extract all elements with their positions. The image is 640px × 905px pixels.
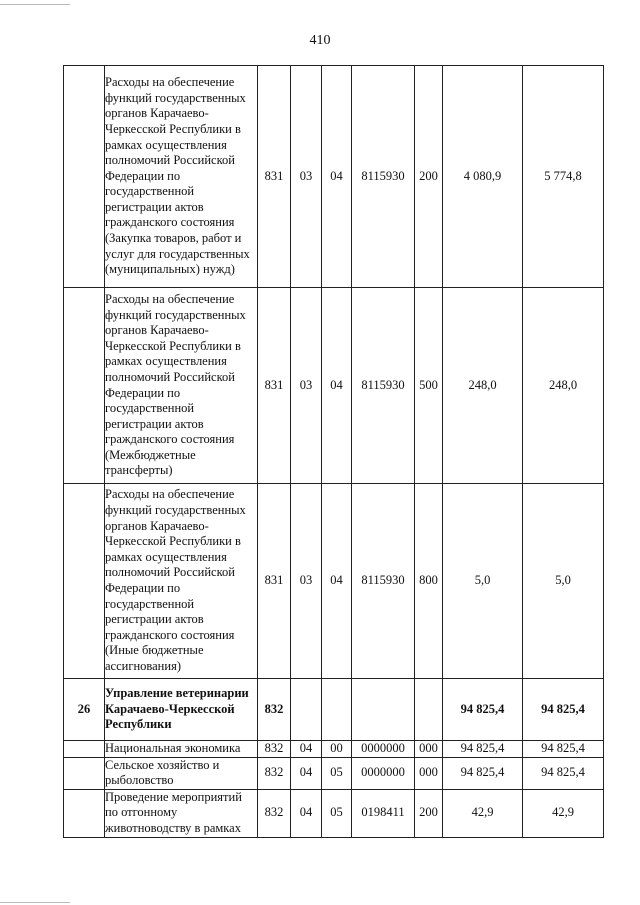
row-number — [64, 484, 105, 679]
expense-type-code: 200 — [415, 66, 443, 288]
table-row — [64, 484, 604, 679]
scan-edge-bottom — [0, 902, 70, 903]
table-row — [64, 288, 604, 484]
row-number: 26 — [64, 679, 105, 741]
section-code: 03 — [291, 66, 322, 288]
scan-edge-top — [0, 4, 70, 5]
budget-table — [63, 65, 604, 838]
subsection-code — [322, 679, 352, 741]
expense-type-code — [415, 679, 443, 741]
expense-type-code: 000 — [415, 757, 443, 789]
row-name: Управление ветеринарии Карачаево-Черкесской Республики — [105, 679, 258, 741]
row-name: Сельское хозяйство и рыболовство — [105, 757, 258, 789]
row-number — [64, 757, 105, 789]
amount-year-1: 42,9 — [443, 789, 523, 837]
admin-code: 832 — [258, 789, 291, 837]
expense-type-code: 800 — [415, 484, 443, 679]
subsection-code: 04 — [322, 66, 352, 288]
row-name: Расходы на обеспечение функций государственных органов Карачаево-Черкесской Республики в рамках осуществления полномочий Российской Федерации по государственной регистрации актов гражданского состояния (Закупка товаров, работ и услуг для государственных (муниципальных) нужд) — [105, 66, 258, 288]
expense-type-code: 200 — [415, 789, 443, 837]
row-name: Проведение мероприятий по отгонному животноводству в рамках — [105, 789, 258, 837]
target-code: 0000000 — [352, 757, 415, 789]
amount-year-2: 248,0 — [523, 288, 604, 484]
amount-year-2: 5,0 — [523, 484, 604, 679]
admin-code: 832 — [258, 741, 291, 758]
row-name: Расходы на обеспечение функций государственных органов Карачаево-Черкесской Республики в рамках осуществления полномочий Российской Федерации по государственной регистрации актов гражданского состояния (Межбюджетные трансферты) — [105, 288, 258, 484]
row-number — [64, 288, 105, 484]
subsection-code: 04 — [322, 484, 352, 679]
target-code: 8115930 — [352, 288, 415, 484]
row-number — [64, 741, 105, 758]
admin-code: 831 — [258, 288, 291, 484]
amount-year-2: 42,9 — [523, 789, 604, 837]
row-name: Национальная экономика — [105, 741, 258, 758]
row-number — [64, 789, 105, 837]
row-number — [64, 66, 105, 288]
subsection-code: 04 — [322, 288, 352, 484]
target-code — [352, 679, 415, 741]
admin-code: 831 — [258, 66, 291, 288]
target-code: 8115930 — [352, 484, 415, 679]
amount-year-1: 4 080,9 — [443, 66, 523, 288]
row-name: Расходы на обеспечение функций государственных органов Карачаево-Черкесской Республики в рамках осуществления полномочий Российской Федерации по государственной регистрации актов гражданского состояния (Иные бюджетные ассигнования) — [105, 484, 258, 679]
table-row — [64, 789, 604, 837]
amount-year-2: 94 825,4 — [523, 741, 604, 758]
section-code — [291, 679, 322, 741]
section-code: 04 — [291, 789, 322, 837]
target-code: 8115930 — [352, 66, 415, 288]
amount-year-1: 94 825,4 — [443, 757, 523, 789]
table-row — [64, 757, 604, 789]
subsection-code: 05 — [322, 789, 352, 837]
amount-year-1: 94 825,4 — [443, 741, 523, 758]
table-row — [64, 66, 604, 288]
amount-year-1: 94 825,4 — [443, 679, 523, 741]
amount-year-2: 5 774,8 — [523, 66, 604, 288]
amount-year-1: 248,0 — [443, 288, 523, 484]
amount-year-2: 94 825,4 — [523, 757, 604, 789]
admin-code: 832 — [258, 679, 291, 741]
amount-year-2: 94 825,4 — [523, 679, 604, 741]
section-code: 03 — [291, 484, 322, 679]
subsection-code: 00 — [322, 741, 352, 758]
table-row — [64, 741, 604, 758]
section-code: 03 — [291, 288, 322, 484]
expense-type-code: 000 — [415, 741, 443, 758]
admin-code: 831 — [258, 484, 291, 679]
expense-type-code: 500 — [415, 288, 443, 484]
amount-year-1: 5,0 — [443, 484, 523, 679]
section-code: 04 — [291, 757, 322, 789]
target-code: 0198411 — [352, 789, 415, 837]
target-code: 0000000 — [352, 741, 415, 758]
page-number: 410 — [309, 33, 331, 48]
admin-code: 832 — [258, 757, 291, 789]
subsection-code: 05 — [322, 757, 352, 789]
table-row-department — [64, 679, 604, 741]
section-code: 04 — [291, 741, 322, 758]
